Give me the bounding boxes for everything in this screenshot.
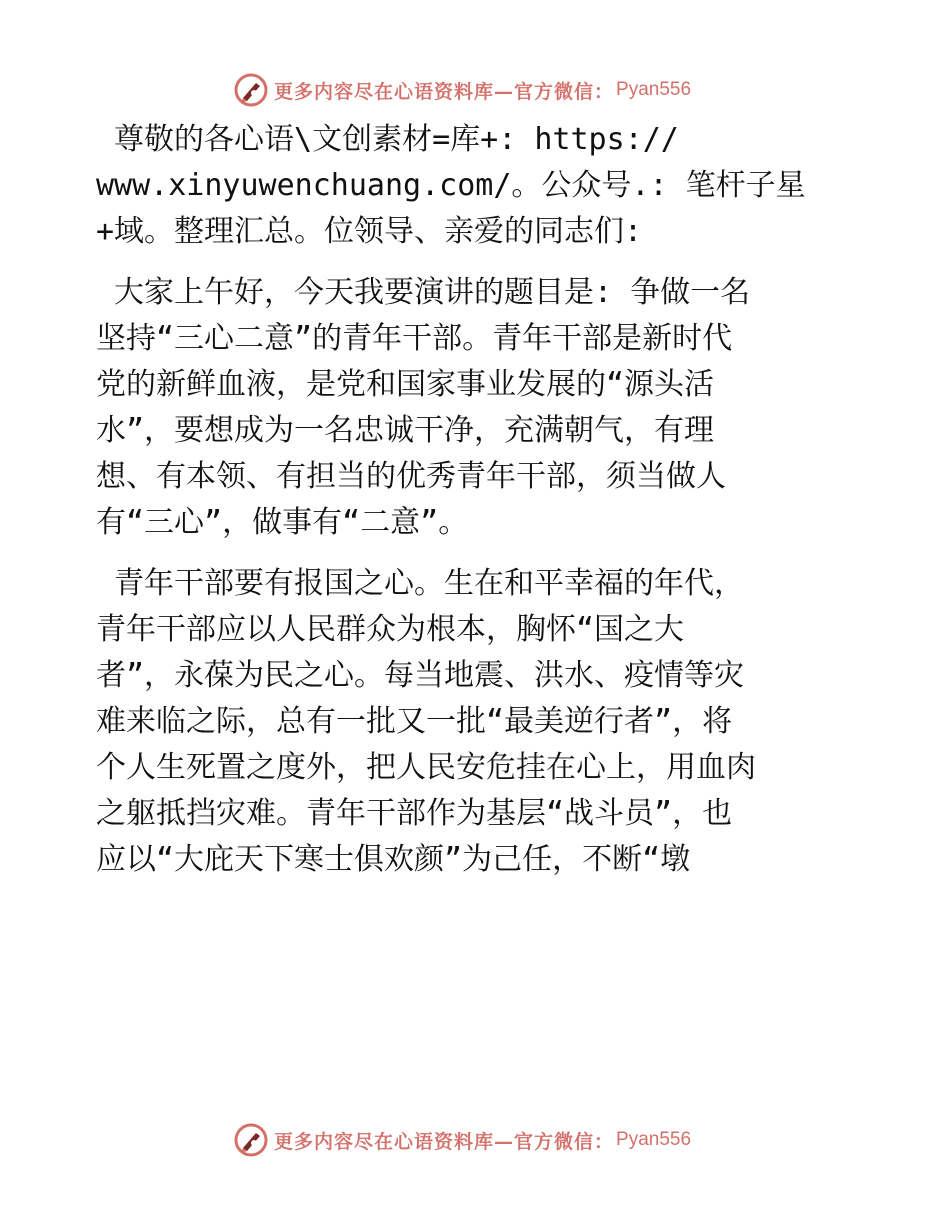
text-line: 青年干部要有报国之心。生在和平幸福的年代， bbox=[96, 566, 745, 601]
paragraph bbox=[96, 117, 856, 255]
footer-banner-account: Pyan556 bbox=[616, 1129, 692, 1150]
text-line: 尊敬的各心语\文创素材=库+: https:// bbox=[96, 122, 679, 157]
text-line: 者”，永葆为民之心。每当地震、洪水、疫情等灾 bbox=[96, 658, 745, 693]
text-line: 个人生死置之度外，把人民安危挂在心上，用血肉 bbox=[96, 750, 756, 785]
text-line: 水”，要想成为一名忠诚干净，充满朝气，有理 bbox=[96, 413, 715, 448]
header-banner-text: 更多内容尽在心语资料库—官方微信： bbox=[274, 80, 615, 103]
text-line: 青年干部应以人民群众为根本，胸怀“国之大 bbox=[96, 612, 685, 647]
text-line: 坚持“三心二意”的青年干部。青年干部是新时代 bbox=[96, 321, 733, 356]
paragraph bbox=[96, 270, 856, 546]
footer-banner bbox=[234, 1120, 754, 1160]
body-text bbox=[96, 117, 856, 898]
text-line: +域。整理汇总。位领导、亲爱的同志们: bbox=[96, 214, 643, 249]
text-line: 党的新鲜血液，是党和国家事业发展的“源头活 bbox=[96, 367, 715, 402]
header-banner bbox=[234, 70, 754, 110]
text-line: 之躯抵挡灾难。青年干部作为基层“战斗员”，也 bbox=[96, 796, 733, 831]
text-line: www.xinyuwenchuang.com/。公众号.: 笔杆子星 bbox=[96, 168, 806, 203]
pen-logo-icon bbox=[234, 73, 268, 107]
paragraph bbox=[96, 561, 856, 883]
pen-logo-icon bbox=[234, 1123, 268, 1157]
text-line: 应以“大庇天下寒士俱欢颜”为己任，不断“墩 bbox=[96, 842, 691, 877]
text-line: 大家上午好，今天我要演讲的题目是: 争做一名 bbox=[96, 275, 751, 310]
text-line: 想、有本领、有担当的优秀青年干部，须当做人 bbox=[96, 459, 726, 494]
header-banner-account: Pyan556 bbox=[616, 79, 692, 100]
footer-banner-text: 更多内容尽在心语资料库—官方微信： bbox=[274, 1130, 615, 1153]
text-line: 有“三心”，做事有“二意”。 bbox=[96, 505, 469, 540]
text-line: 难来临之际，总有一批又一批“最美逆行者”，将 bbox=[96, 704, 733, 739]
